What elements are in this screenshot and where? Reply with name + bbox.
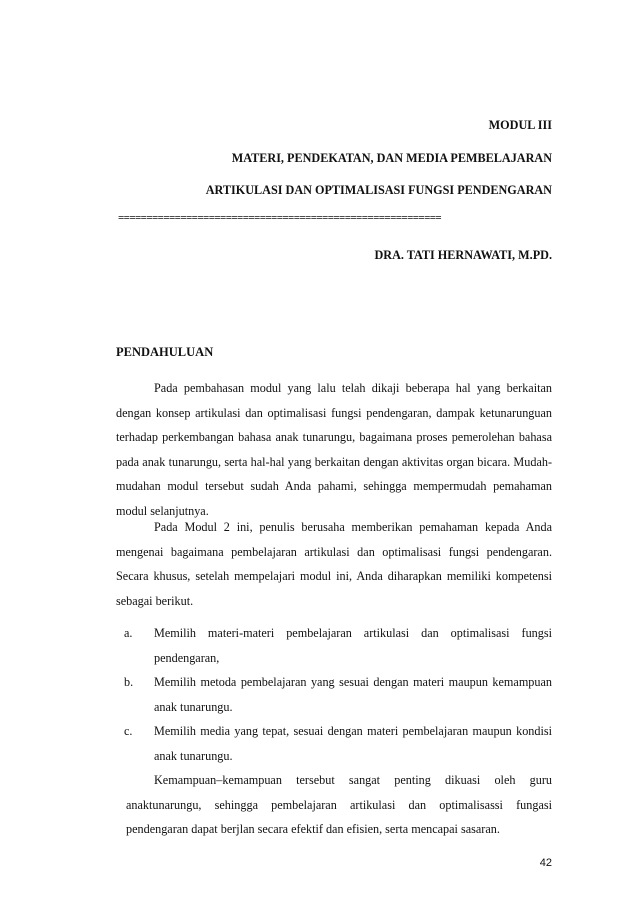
page-number: 42 — [539, 857, 552, 869]
section-title: PENDAHULUAN — [116, 345, 214, 359]
author-name: DRA. TATI HERNAWATI, M.PD. — [374, 248, 552, 262]
list-marker: b. — [124, 675, 134, 689]
list-item-text: Memilih metoda pembelajaran yang sesuai dengan materi maupun kemampuan anak tunarungu. — [154, 675, 552, 714]
intro-paragraph-2: Pada Modul 2 ini, penulis berusaha memberikan pemahaman kepada Anda mengenai bagaimana pembelajaran artikulasi dan optimalisasi fungsi pendengaran. Secara khusus, setelah mempelajari modul ini, Anda diharapkan memiliki kompetensi sebagai berikut. — [116, 520, 552, 608]
list-item — [116, 670, 552, 719]
list-item — [116, 621, 552, 670]
closing-paragraph: Kemampuan–kemampuan tersebut sangat penting dikuasi oleh guru anaktunarungu, sehingga pembelajaran artikulasi dan optimalisassi fungasi pendengaran dapat berjlan secara efektif dan efisien, serta mencapai sasaran. — [126, 773, 552, 836]
list-marker: c. — [124, 724, 133, 738]
intro-paragraph-1: Pada pembahasan modul yang lalu telah dikaji beberapa hal yang berkaitan dengan konsep artikulasi dan optimalisasi fungsi pendengaran, dampak ketunarunguan terhadap perkembangan bahasa anak tunarungu, bagaimana proses pemerolehan bahasa pada anak tunarungu, serta hal-hal yang berkaitan dengan aktivitas organ bicara. Mudah-mudahan modul tersebut sudah Anda pahami, sehingga mempermudah pemahaman modul selanjutnya. — [116, 381, 552, 518]
list-marker: a. — [124, 626, 133, 640]
list-item-text: Memilih materi-materi pembelajaran artikulasi dan optimalisasi fungsi pendengaran, — [154, 626, 552, 665]
title-line-2: ARTIKULASI DAN OPTIMALISASI FUNGSI PENDENGARAN — [205, 183, 552, 197]
list-item — [116, 719, 552, 768]
separator-line: ========================================================= — [118, 212, 442, 224]
list-item-text: Memilih media yang tepat, sesuai dengan materi pembelajaran maupun kondisi anak tunarungu. — [154, 724, 552, 763]
title-line-1: MATERI, PENDEKATAN, DAN MEDIA PEMBELAJARAN — [231, 151, 552, 165]
module-label: MODUL III — [488, 118, 552, 132]
competency-list — [116, 621, 552, 768]
